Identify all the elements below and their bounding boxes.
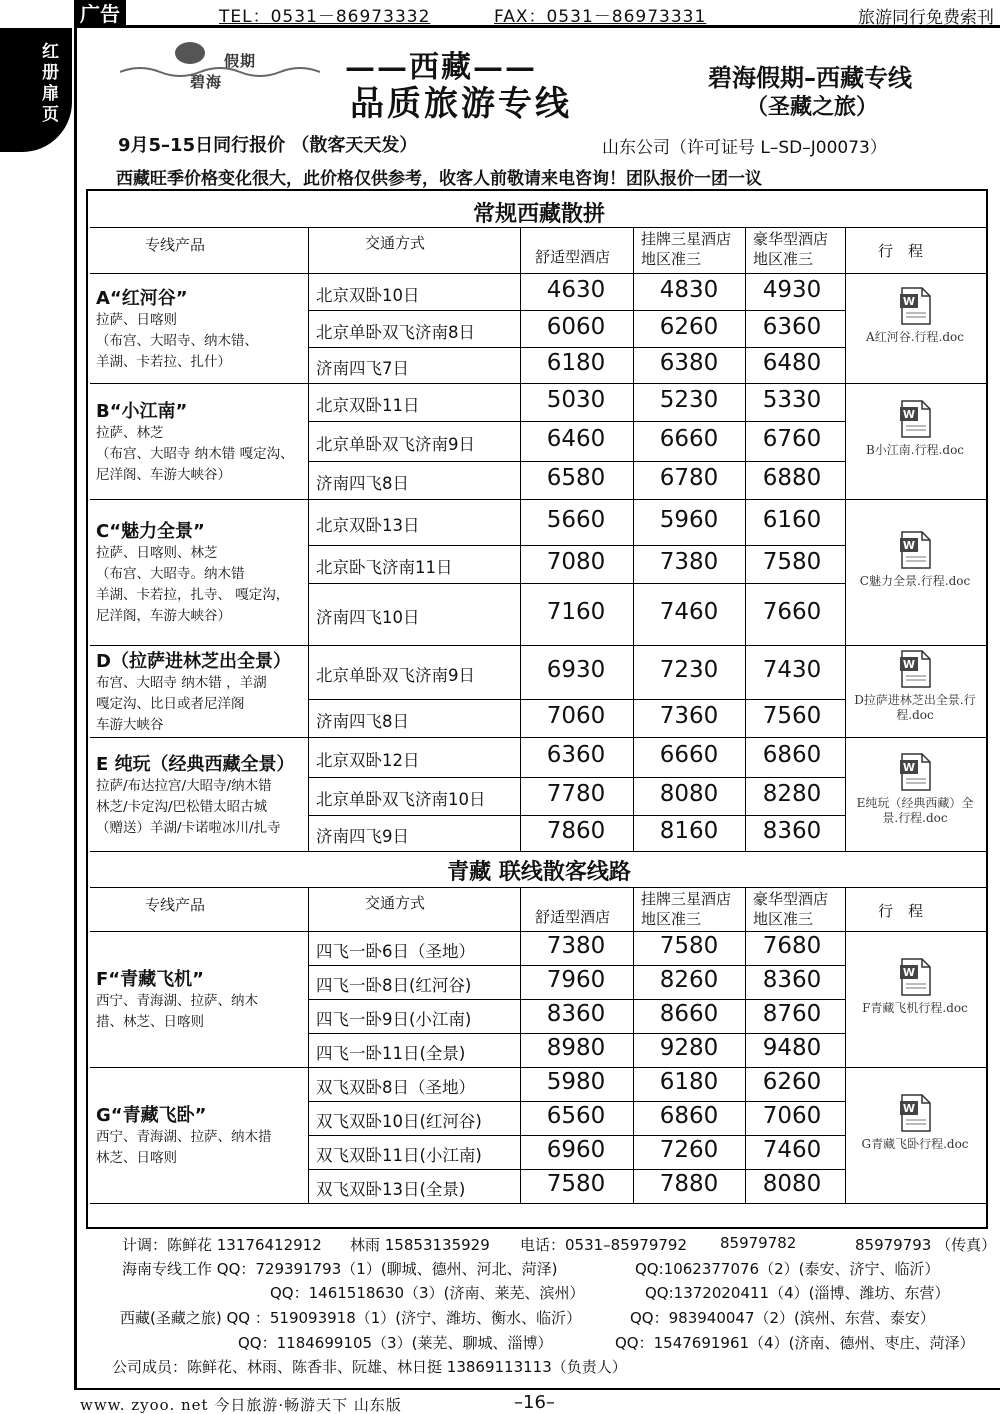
product-cell xyxy=(96,273,306,383)
price-value: 7460 xyxy=(762,1137,822,1163)
price-value: 6360 xyxy=(546,742,606,768)
price-value: 6930 xyxy=(546,657,606,683)
transport-mode: 济南四飞8日 xyxy=(316,474,409,493)
itinerary-doc-filename[interactable]: F青藏飞机行程.doc xyxy=(862,1001,968,1015)
itinerary-doc-link[interactable] xyxy=(850,286,980,345)
section-title: 青藏 联线散客线路 xyxy=(447,860,631,885)
product-description-line: 西宁、青海湖、拉萨、纳木 xyxy=(96,993,258,1009)
price-value: 6160 xyxy=(762,507,822,533)
price-value: 6860 xyxy=(659,1103,719,1129)
product-description-line: 车游大峡谷 xyxy=(96,716,164,733)
left-rule xyxy=(74,28,77,1388)
grid-line-h xyxy=(90,1203,988,1204)
grid-line-v xyxy=(745,931,746,1067)
price-value: 8660 xyxy=(659,1001,719,1027)
price-value: 4830 xyxy=(659,276,719,303)
product-name: B“小江南” xyxy=(96,400,188,422)
price-value: 6360 xyxy=(762,313,822,340)
transport-mode: 双飞双卧11日(小江南) xyxy=(316,1146,482,1165)
main-subtitle: 品质旅游专线 xyxy=(350,84,572,124)
word-document-icon xyxy=(898,957,932,997)
grid-line-v xyxy=(520,887,521,931)
grid-line-v xyxy=(845,645,846,737)
footer-text: 85979793 （传真） xyxy=(855,1236,997,1254)
footer-text: 海南专线工作 QQ：729391793（1）(聊城、德州、河北、菏泽) xyxy=(122,1260,558,1278)
grid-line-h xyxy=(308,583,845,584)
transport-mode: 北京单卧双飞济南8日 xyxy=(316,322,475,342)
price-value: 5330 xyxy=(762,387,822,413)
grid-line-v xyxy=(633,645,634,737)
transport-mode: 济南四飞8日 xyxy=(316,712,409,731)
price-value: 8360 xyxy=(762,818,822,844)
product-cell xyxy=(96,1067,306,1203)
footer-text: QQ：983940047（2）(滨州、东营、泰安） xyxy=(630,1309,935,1327)
itinerary-doc-link[interactable] xyxy=(850,752,980,826)
main-title: ——西藏—— xyxy=(345,50,537,85)
itinerary-doc-link[interactable] xyxy=(850,1093,980,1152)
transport-mode: 北京双卧11日 xyxy=(316,396,420,415)
col-header-luxury-hotel xyxy=(753,889,828,929)
grid-line-v xyxy=(633,273,634,383)
page-number: –16– xyxy=(514,1392,555,1413)
price-value: 7580 xyxy=(659,933,719,959)
price-value: 7860 xyxy=(546,818,606,844)
price-value: 4930 xyxy=(762,276,822,303)
col-header-itinerary: 行 程 xyxy=(878,902,924,920)
product-description-line: 拉萨/布达拉宫/大昭寺/纳木错 xyxy=(96,777,272,794)
itinerary-doc-filename[interactable]: B小江南.行程.doc xyxy=(865,443,965,457)
grid-line-v xyxy=(745,1067,746,1203)
grid-line-v xyxy=(845,887,846,931)
col-header-product: 专线产品 xyxy=(145,896,206,914)
grid-line-v xyxy=(520,499,521,645)
col-header-luxury-line2: 地区准三 xyxy=(753,910,814,928)
grid-line-v xyxy=(520,383,521,499)
grid-line-v xyxy=(745,499,746,645)
price-value: 7160 xyxy=(546,599,606,625)
footer-text: QQ：1184699105（3）(莱芜、聊城、淄博） xyxy=(238,1334,553,1352)
grid-line-h xyxy=(308,421,845,422)
product-cell xyxy=(96,645,306,737)
col-header-transport: 交通方式 xyxy=(365,894,426,912)
itinerary-doc-link[interactable] xyxy=(850,957,980,1016)
price-value: 8160 xyxy=(659,818,719,844)
price-value: 7460 xyxy=(659,599,719,625)
grid-line-h xyxy=(308,347,845,348)
grid-line-h xyxy=(308,815,845,816)
price-value: 6580 xyxy=(546,465,606,491)
transport-mode: 双飞双卧13日(全景) xyxy=(316,1180,466,1199)
price-value: 8080 xyxy=(659,781,719,807)
price-value: 8360 xyxy=(546,1001,606,1027)
svg-text:W: W xyxy=(902,539,916,552)
price-value: 7060 xyxy=(762,1103,822,1129)
grid-line-h xyxy=(308,1033,845,1034)
brand-subtitle: （圣藏之旅） xyxy=(746,95,879,120)
grid-line-v xyxy=(308,383,309,499)
footer-text: 计调：陈鲜花 13176412912 xyxy=(122,1236,322,1254)
grid-line-v xyxy=(308,1067,309,1203)
logo-text-bottom: 碧海 xyxy=(190,73,223,91)
tel-number: TEL：0531－86973332 xyxy=(219,7,431,27)
grid-line-v xyxy=(633,499,634,645)
product-description-line: 嘎定沟、比日或者尼洋阁 xyxy=(96,695,245,712)
side-tab-label: 红册扉页 xyxy=(42,42,59,125)
grid-line-v xyxy=(845,273,846,383)
footer-text: 电话：0531–85979792 xyxy=(520,1236,688,1254)
price-notice: 9月5–15日同行报价 （散客天天发） xyxy=(118,135,418,156)
price-value: 7380 xyxy=(659,549,719,575)
price-value: 6260 xyxy=(659,313,719,340)
transport-mode: 济南四飞10日 xyxy=(316,608,420,627)
product-description-line: （布宫、大昭寺 纳木错 嘎定沟、 xyxy=(96,445,294,462)
price-value: 6780 xyxy=(659,465,719,491)
transport-mode: 济南四飞9日 xyxy=(316,827,409,846)
col-header-luxury-hotel xyxy=(753,229,828,269)
price-value: 6860 xyxy=(762,742,822,768)
price-disclaimer: 西藏旺季价格变化很大，此价格仅供参考，收客人前敬请来电咨询！团队报价一团一议 xyxy=(116,169,762,189)
grid-line-v xyxy=(520,737,521,851)
product-description-line: 尼洋阁、车游大峡谷） xyxy=(96,466,231,483)
product-description-line: 布宫、大昭寺 纳木错 ，羊湖 xyxy=(96,674,267,691)
price-value: 8260 xyxy=(659,967,719,993)
footer-text: 林雨 15853135929 xyxy=(350,1236,490,1254)
price-value: 9280 xyxy=(659,1035,719,1061)
col-header-three-star-hotel xyxy=(641,889,731,929)
price-value: 4630 xyxy=(546,276,606,303)
product-cell xyxy=(96,499,306,645)
grid-line-v xyxy=(745,383,746,499)
product-description-line: （赠送）羊湖/卡诺啦冰川/扎寺 xyxy=(96,819,281,836)
itinerary-doc-filename[interactable]: E纯玩（经典西藏）全景.行程.doc xyxy=(856,796,974,825)
grid-line-v xyxy=(845,227,846,273)
product-description-line: 尼洋阁，车游大峡谷） xyxy=(96,608,231,624)
section-title: 常规西藏散拼 xyxy=(472,202,605,227)
grid-line-v xyxy=(745,645,746,737)
price-value: 7960 xyxy=(546,967,606,993)
price-value: 6760 xyxy=(762,426,822,452)
price-value: 6060 xyxy=(546,313,606,340)
product-name: C“魅力全景” xyxy=(96,521,205,542)
footer-text: 85979782 xyxy=(720,1234,797,1252)
product-description-line: （布宫、大昭寺、纳木错、 xyxy=(96,332,258,349)
grid-line-h xyxy=(90,851,988,852)
transport-mode: 济南四飞7日 xyxy=(316,359,409,378)
itinerary-doc-link[interactable] xyxy=(850,530,980,589)
product-description-line: 拉萨、林芝 xyxy=(96,424,164,441)
price-value: 7560 xyxy=(762,703,822,729)
grid-line-v xyxy=(520,227,521,273)
word-document-icon xyxy=(898,752,932,792)
product-description-line: 西宁、青海湖、拉萨、纳木措 xyxy=(96,1129,272,1145)
grid-line-h xyxy=(308,310,845,311)
product-cell xyxy=(96,931,306,1067)
transport-mode: 北京卧飞济南11日 xyxy=(316,558,453,577)
price-value: 7580 xyxy=(546,1171,606,1197)
price-value: 6560 xyxy=(546,1103,606,1129)
product-name: F“青藏飞机” xyxy=(96,969,204,990)
logo-text-top: 假期 xyxy=(224,52,257,70)
price-value: 8760 xyxy=(762,1001,822,1027)
side-tab xyxy=(0,28,72,152)
footer-text: QQ：1547691961（4）(济南、德州、枣庄、菏泽） xyxy=(615,1334,975,1352)
price-value: 7380 xyxy=(546,933,606,959)
brand-title: 碧海假期–西藏专线 xyxy=(708,64,912,92)
product-name: D（拉萨进林芝出全景） xyxy=(96,650,291,672)
grid-line-v xyxy=(745,273,746,383)
grid-line-v xyxy=(308,227,309,273)
grid-line-h xyxy=(308,1101,845,1102)
product-cell xyxy=(96,383,306,499)
price-value: 7780 xyxy=(546,781,606,807)
svg-text:W: W xyxy=(902,966,916,979)
price-table xyxy=(90,193,984,1225)
col-header-transport: 交通方式 xyxy=(365,234,426,252)
footer-text: 公司成员：陈鲜花、林雨、陈香非、阮雄、林日挺 13869113113（负责人） xyxy=(112,1358,627,1376)
transport-mode: 四飞一卧9日(小江南) xyxy=(316,1010,472,1029)
col-header-product: 专线产品 xyxy=(145,236,206,254)
itinerary-doc-link[interactable] xyxy=(850,649,980,723)
grid-line-v xyxy=(745,227,746,273)
footer-text: QQ：1461518630（3）(济南、莱芜、滨州） xyxy=(270,1284,585,1302)
col-header-three-star-line2: 地区准三 xyxy=(641,910,702,928)
price-value: 6480 xyxy=(762,350,822,376)
col-header-luxury-line2: 地区准三 xyxy=(753,250,814,268)
transport-mode: 北京单卧双飞济南9日 xyxy=(316,435,475,454)
grid-line-h xyxy=(308,461,845,462)
col-header-three-star-line2: 地区准三 xyxy=(641,250,702,268)
grid-line-v xyxy=(308,737,309,851)
transport-mode: 北京单卧双飞济南9日 xyxy=(316,666,475,685)
transport-mode: 北京双卧12日 xyxy=(316,751,420,770)
product-name: G“青藏飞卧” xyxy=(96,1105,207,1126)
transport-mode: 双飞双卧10日(红河谷) xyxy=(316,1112,482,1131)
price-value: 7430 xyxy=(762,657,822,683)
col-header-itinerary: 行 程 xyxy=(878,242,924,260)
price-value: 7680 xyxy=(762,933,822,959)
col-header-comfort-hotel: 舒适型酒店 xyxy=(535,248,611,266)
header xyxy=(90,34,990,124)
grid-line-v xyxy=(845,931,846,1067)
price-value: 7880 xyxy=(659,1171,719,1197)
grid-line-v xyxy=(845,499,846,645)
grid-line-v xyxy=(308,645,309,737)
grid-line-h xyxy=(308,965,845,966)
transport-mode: 北京双卧13日 xyxy=(316,516,420,535)
grid-line-v xyxy=(633,1067,634,1203)
price-value: 7230 xyxy=(659,657,719,683)
transport-mode: 四飞一卧6日（圣地） xyxy=(316,942,475,961)
grid-line-h xyxy=(90,227,988,228)
svg-text:W: W xyxy=(902,1102,916,1115)
grid-line-v xyxy=(633,737,634,851)
grid-line-v xyxy=(845,383,846,499)
svg-text:W: W xyxy=(902,408,916,421)
svg-text:W: W xyxy=(902,658,916,671)
price-value: 8360 xyxy=(762,967,822,993)
price-value: 6180 xyxy=(659,1069,719,1095)
grid-line-h xyxy=(308,777,845,778)
word-document-icon xyxy=(898,399,932,439)
product-description-line: （布宫、大昭寺。纳木错 xyxy=(96,566,245,582)
company-license: 山东公司（许可证号 L–SD–J00073） xyxy=(602,138,887,158)
col-header-comfort-hotel: 舒适型酒店 xyxy=(535,908,611,926)
itinerary-doc-filename[interactable]: G青藏飞卧行程.doc xyxy=(861,1137,969,1151)
product-description-line: 林芝、日喀则 xyxy=(96,1150,177,1166)
price-value: 5230 xyxy=(659,387,719,413)
grid-line-v xyxy=(633,931,634,1067)
price-value: 8080 xyxy=(762,1171,822,1197)
word-document-icon xyxy=(898,1093,932,1133)
footer-text: QQ:1062377076（2）(泰安、济宁、临沂） xyxy=(635,1260,940,1278)
itinerary-doc-filename[interactable]: D拉萨进林芝出全景.行程.doc xyxy=(854,693,976,722)
price-value: 7080 xyxy=(546,549,606,575)
product-name: A“红河谷” xyxy=(96,287,188,309)
price-value: 5030 xyxy=(546,387,606,413)
col-header-three-star-line1: 挂牌三星酒店 xyxy=(641,890,732,908)
grid-line-v xyxy=(520,931,521,1067)
price-value: 6180 xyxy=(546,350,606,376)
top-bar xyxy=(74,0,1000,28)
bottom-bar xyxy=(74,1388,1000,1414)
grid-line-v xyxy=(633,887,634,931)
transport-mode: 四飞一卧11日(全景) xyxy=(316,1044,466,1063)
col-header-luxury-line1: 豪华型酒店 xyxy=(753,230,829,248)
grid-line-v xyxy=(308,887,309,931)
grid-line-v xyxy=(845,1067,846,1203)
grid-line-v xyxy=(633,383,634,499)
price-value: 6260 xyxy=(762,1069,822,1095)
transport-mode: 四飞一卧8日(红河谷) xyxy=(316,976,472,995)
grid-line-h xyxy=(308,1135,845,1136)
transport-mode: 北京单卧双飞济南10日 xyxy=(316,790,486,809)
col-header-three-star-hotel xyxy=(641,229,731,269)
svg-text:W: W xyxy=(902,295,916,308)
grid-line-v xyxy=(520,1067,521,1203)
grid-line-v xyxy=(520,645,521,737)
product-cell xyxy=(96,737,306,851)
site-slogan: www. zyoo. net 今日旅游·畅游天下 山东版 xyxy=(80,1396,402,1414)
grid-line-v xyxy=(520,273,521,383)
transport-mode: 北京双卧10日 xyxy=(316,285,420,305)
grid-line-h xyxy=(308,1169,845,1170)
price-value: 6960 xyxy=(546,1137,606,1163)
col-header-three-star-line1: 挂牌三星酒店 xyxy=(641,230,732,248)
price-value: 6880 xyxy=(762,465,822,491)
grid-line-h xyxy=(308,999,845,1000)
grid-line-v xyxy=(633,227,634,273)
footer-text: 西藏(圣藏之旅) QQ ：519093918（1）(济宁、潍坊、衡水、临沂） xyxy=(120,1309,582,1327)
product-description-line: 林芝/卡定沟/巴松错太昭古城 xyxy=(96,798,268,815)
product-description-line: 羊湖、卡若拉、扎什） xyxy=(96,353,231,370)
price-value: 7660 xyxy=(762,599,822,625)
ad-tag: 广告 xyxy=(74,0,126,28)
grid-line-h xyxy=(308,545,845,546)
publication-title: 旅游同行免费索刊 xyxy=(858,8,994,28)
word-document-icon xyxy=(898,530,932,570)
price-value: 7260 xyxy=(659,1137,719,1163)
itinerary-doc-filename[interactable]: A红河谷.行程.doc xyxy=(866,330,964,344)
grid-line-v xyxy=(308,499,309,645)
price-value: 6660 xyxy=(659,742,719,768)
price-value: 5660 xyxy=(546,507,606,533)
grid-line-h xyxy=(308,699,845,700)
price-value: 5980 xyxy=(546,1069,606,1095)
footer-text: QQ:1372020411（4）(淄博、潍坊、东营） xyxy=(645,1284,950,1302)
product-description-line: 羊湖、卡若拉，扎寺、 嘎定沟， xyxy=(96,587,290,603)
grid-line-v xyxy=(845,737,846,851)
itinerary-doc-filename[interactable]: C魅力全景.行程.doc xyxy=(859,574,971,588)
price-value: 6660 xyxy=(659,426,719,452)
logo xyxy=(190,50,256,92)
grid-line-v xyxy=(308,931,309,1067)
transport-mode: 双飞双卧8日（圣地） xyxy=(316,1078,475,1097)
word-document-icon xyxy=(898,649,932,689)
grid-line-v xyxy=(745,737,746,851)
price-value: 6380 xyxy=(659,350,719,376)
fax-number: FAX：0531－86973331 xyxy=(494,7,707,27)
price-value: 7060 xyxy=(546,703,606,729)
product-description-line: 拉萨、日喀则、林芝 xyxy=(96,545,218,561)
product-description-line: 拉萨、日喀则 xyxy=(96,311,177,328)
grid-line-v xyxy=(308,273,309,383)
word-document-icon xyxy=(898,286,932,326)
price-value: 7580 xyxy=(762,549,822,575)
grid-line-h xyxy=(90,887,988,888)
col-header-luxury-line1: 豪华型酒店 xyxy=(753,890,829,908)
product-name: E 纯玩（经典西藏全景） xyxy=(96,753,295,775)
price-value: 5960 xyxy=(659,507,719,533)
price-table-box xyxy=(86,189,988,1229)
price-value: 9480 xyxy=(762,1035,822,1061)
price-value: 6460 xyxy=(546,426,606,452)
price-value: 7360 xyxy=(659,703,719,729)
product-description-line: 措、林芝、日喀则 xyxy=(96,1014,204,1030)
grid-line-v xyxy=(745,887,746,931)
price-value: 8980 xyxy=(546,1035,606,1061)
price-value: 8280 xyxy=(762,781,822,807)
svg-text:W: W xyxy=(902,761,916,774)
itinerary-doc-link[interactable] xyxy=(850,399,980,458)
